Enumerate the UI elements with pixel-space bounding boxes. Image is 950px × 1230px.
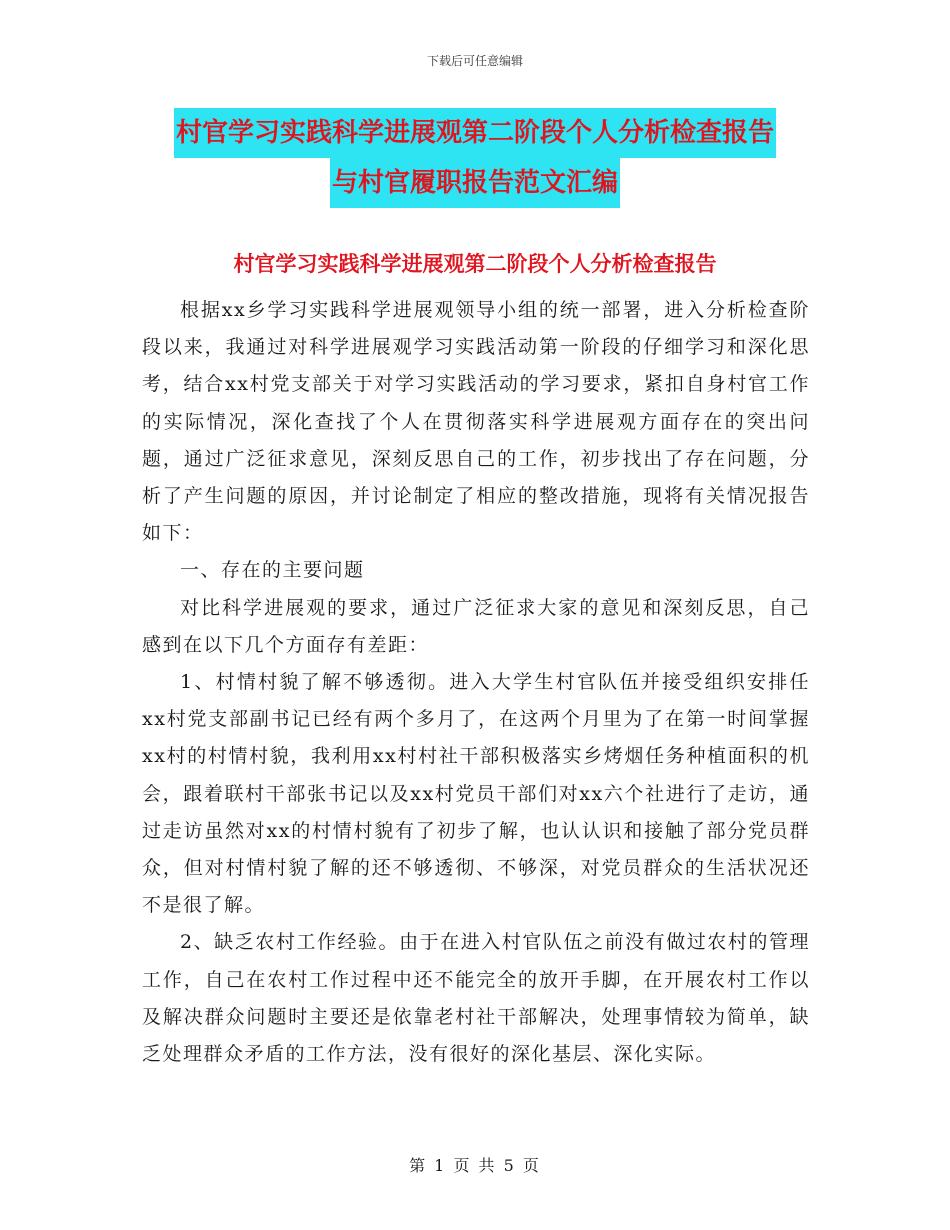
paragraph-intro: 根据xx乡学习实践科学进展观领导小组的统一部署，进入分析检查阶段以来，我通过对科学进展观学习实践活动第一阶段的仔细学习和深化思考，结合xx村党支部关于对学习实践活动的学习要求，紧扣自身村官工作的实际情况，深化查找了个人在贯彻落实科学进展观方面存在的突出问题，通过广泛征求意见，深刻反思自己的工作，初步找出了存在问题，分析了产生问题的原因，并讨论制定了相应的整改措施，现将有关情况报告如下： xyxy=(142,299,810,545)
paragraph-comparison: 对比科学进展观的要求，通过广泛征求大家的意见和深刻反思，自己感到在以下几个方面存有差距： xyxy=(142,596,810,656)
page-number: 第 1 页 共 5 页 xyxy=(409,1156,541,1175)
heading-main-problems: 一、存在的主要问题 xyxy=(180,559,365,582)
document-body xyxy=(142,292,810,1073)
section-title: 村官学习实践科学进展观第二阶段个人分析检查报告 xyxy=(233,252,717,276)
paragraph-point-1: 1、村情村貌了解不够透彻。进入大学生村官队伍并接受组织安排任xx村党支部副书记已经有两个多月了，在这两个月里为了在第一时间掌握xx村的村情村貌，我利用xx村村社干部积极落实乡烤烟任务种植面积的机会，跟着联村干部张书记以及xx村党员干部们对xx六个社进行了走访，通过走访虽然对xx的村情村貌有了初步了解，也认认识和接触了部分党员群众，但对村情村貌了解的还不够透彻、不够深，对党员群众的生活状况还不是很了解。 xyxy=(142,671,810,917)
document-title-line-2: 与村官履职报告范文汇编 xyxy=(330,158,620,208)
document-title xyxy=(0,108,950,208)
document-title-line-1: 村官学习实践科学进展观第二阶段个人分析检查报告 xyxy=(174,108,776,158)
paragraph-point-2: 2、缺乏农村工作经验。由于在进入村官队伍之前没有做过农村的管理工作，自己在农村工作过程中还不能完全的放开手脚，在开展农村工作以及解决群众问题时主要还是依靠老村社干部解决，处理事情较为简单，缺乏处理群众矛盾的工作方法，没有很好的深化基层、深化实际。 xyxy=(142,931,810,1066)
page-header-note: 下载后可任意编辑 xyxy=(426,54,523,68)
